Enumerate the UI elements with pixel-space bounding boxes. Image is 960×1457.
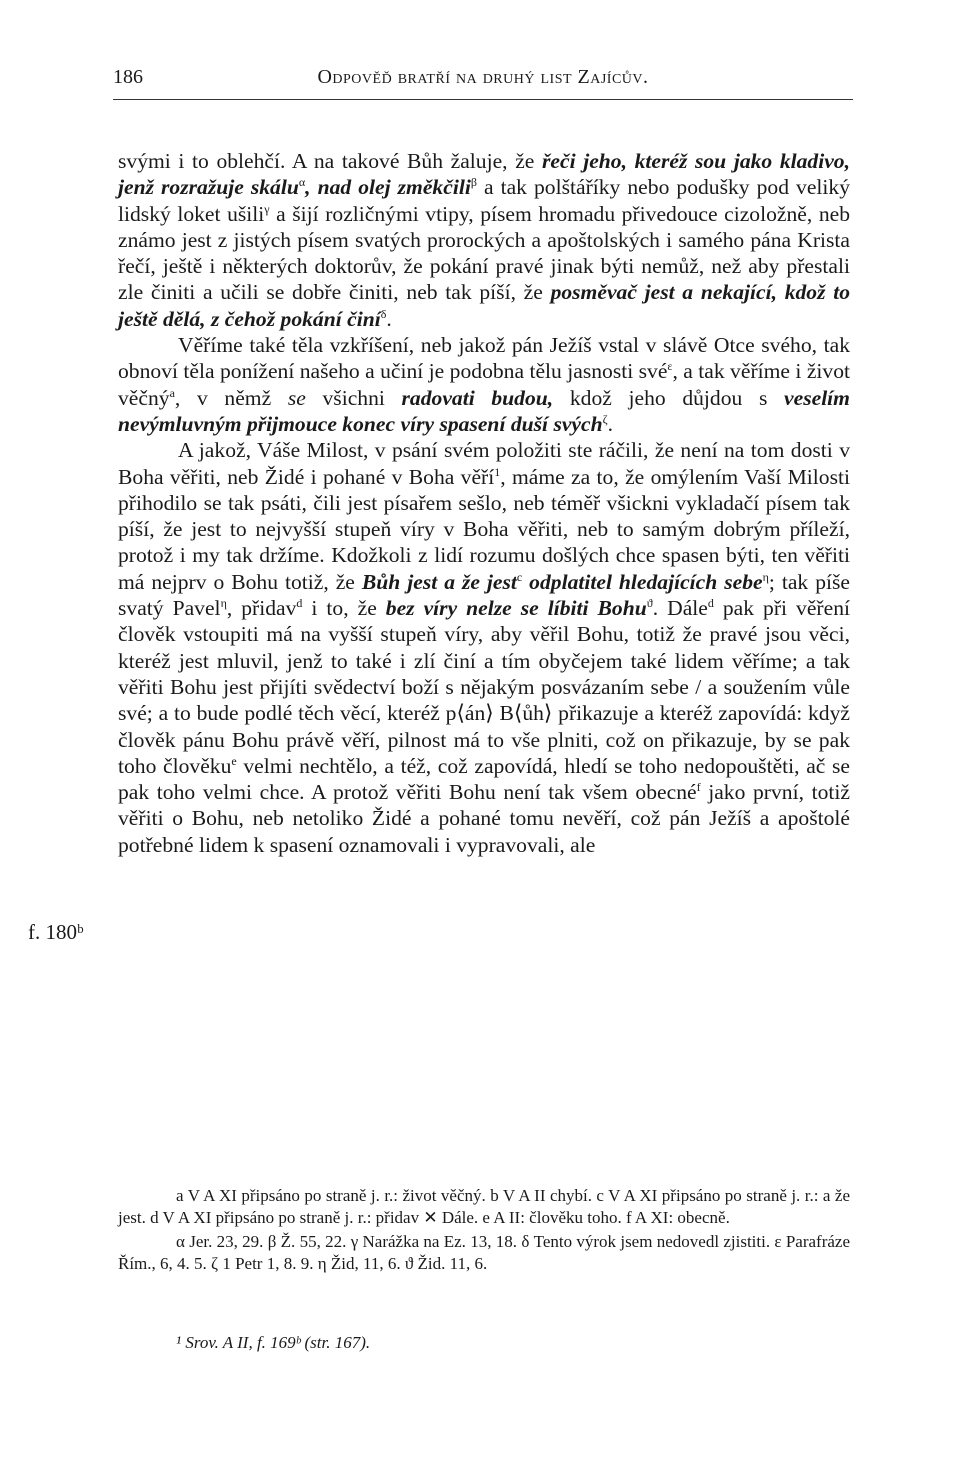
page-number: 186 (113, 66, 143, 88)
apparatus-sources: α Jer. 23, 29. β Ž. 55, 22. γ Narážka na Ez. 13, 18. δ Tento výrok jsem nedovedl zjistiti. ε Parafráze Řím., 6, 4. 5. ζ 1 Petr 1, 8. 9. η Žid, 11, 6. ϑ Žid. 11, 6. (118, 1232, 850, 1273)
apparatus-variants: a V A XI připsáno po straně j. r.: život věčný. b V A II chybí. c V A XI připsáno po straně j. r.: a že jest. d V A XI připsáno po straně j. r.: přidav ✕ Dále. e A II: člověku toho. f A XI: obecně. (118, 1186, 850, 1227)
footnote-1: ¹ Srov. A II, f. 169ᵇ (str. 167). (176, 1333, 371, 1352)
paragraph-1: svými i to oblehčí. A na takové Bůh žaluje, že řeči jeho, kteréž sou jako kladivo, jenž rozražuje skálu$^\alpha$, nad olej změkčili$^\beta$ a tak polštáříky nebo podušky pod veliký lidský loket ušili$^\gamma$ a šijí rozličnými vtipy, písem hromadu přivedouce cizoložně, neb známo jest z jistých písem svatých prorockých a apoštolských i samého pána Krista řečí, ještě i některých doktorův, že pokání pravé jinak býti nemůž, než aby přestali zle činiti a učili se dobře činiti, neb tak píší, že posměvač jest a nekající, kdož to ještě dělá, z čehož pokání činí$^\delta$. (118, 149, 851, 331)
page-header (113, 66, 853, 96)
running-head: Odpověď bratří na druhý list Zajícův. (317, 66, 649, 88)
paragraph-2: Věříme také těla vzkříšení, neb jakož pán Ježíš vstal v slávě Otce svého, tak obnoví těla ponížení našeho a učiní je podobna tělu jasnosti své$^\varepsilon$, a tak věříme i život věčný$^a$, v němž se všichni radovati budou, kdož jeho důjdou s veselím nevýmluvným přijmouce konec víry spasení duší svých$^\zeta$. (118, 333, 851, 436)
paragraph-3: A jakož, Váše Milost, v psání svém položiti ste ráčili, že není na tom dosti v Boha věřiti, neb Židé i pohané v Boha věří$^1$, máme za to, že omýlením Vaší Milosti přihodilo se tak psáti, čili jest písařem sešlo, neb téměř všickni vykladačí písem tak píší, že jest to nejvyšší stupeň víry v Boha věřiti, neb to samým dobrým příleží, protož i my tak držíme. Kdožkoli z lidí rozumu došlých chce spasen býti, ten věřiti má nejprv o Bohu totiž, že Bůh jest a že jest$^c$ odplatitel hledajících sebe$^\eta$; tak píše svatý Pavel$^\eta$, přidav$^d$ i to, že bez víry nelze se líbiti Bohu$^ϑ$. Dále$^d$ pak při věření člověk vstoupiti má na vyšší stupeň víry, aby věřil Bohu, totiž že pravé jsou věci, kteréž jest mluvil, jenž to také i zlí činí a tím obyčejem také lidem věříme; a tak věřiti Bohu jest přijíti svědectví boží s nějakým posvázaním sebe / a soužením vůle své; a to bude podlé těch věcí, kteréž p⟨án⟩ B⟨ůh⟩ přikazuje a kteréž zapovídá: když člověk pánu Bohu právě věří, pilnost má to vše plniti, což on přikazuje, by se pak toho člověku$^e$ velmi nechtělo, a též, což zapovídá, hledí se toho nedopouštěti, ač se pak toho velmi chce. A protož věřiti Bohu není tak všem obecné$^f$ jako první, totiž věřiti o Bohu, neb netoliko Židé a pohané tomu nevěří, což pán Ježíš a apoštolé potřebné lidem k spasení oznamovali i vypravovali, ale (118, 438, 850, 857)
folio-margin-note: f. 180ᵇ (28, 920, 84, 944)
critical-apparatus (118, 1185, 850, 1277)
header-rule (113, 99, 853, 100)
main-text (118, 148, 850, 858)
